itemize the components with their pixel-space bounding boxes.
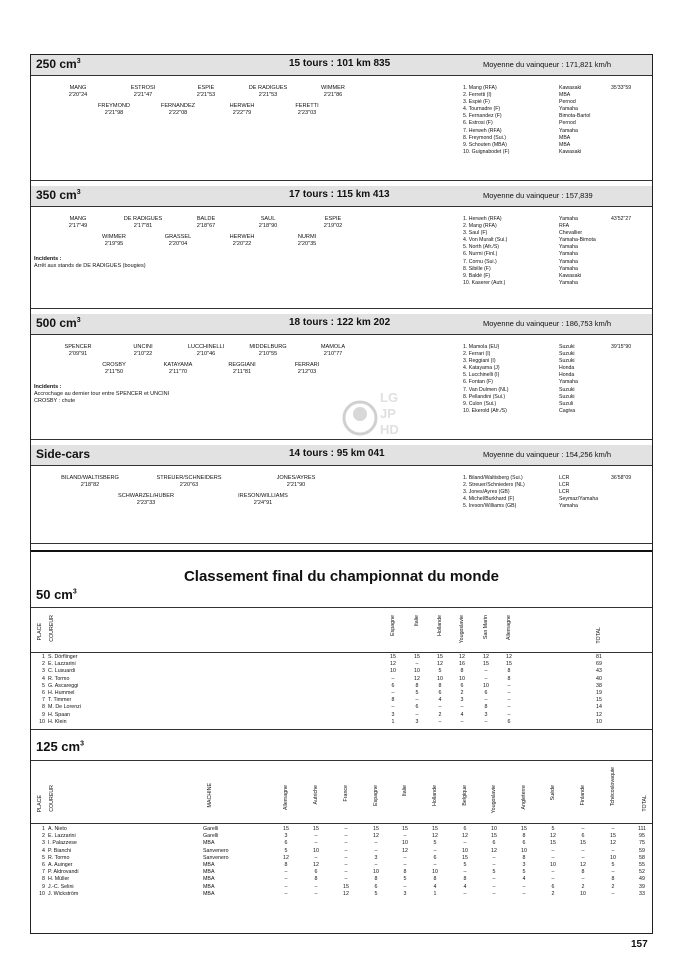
qualifying-rider: KATAYAMA 2'11"70 xyxy=(163,362,193,375)
col-rider: COUREUR xyxy=(49,615,55,642)
rule xyxy=(31,75,652,76)
col-country: Italie xyxy=(414,615,420,627)
page-frame xyxy=(30,54,653,934)
col-country: Hollande xyxy=(437,615,443,636)
standing-row: 9 H. Spaan 3 – 2 4 3 – 12 xyxy=(42,711,602,718)
col-total: TOTAL xyxy=(596,627,602,644)
rule xyxy=(31,180,652,181)
standing-row: 5 G. Ascareggi 6 8 8 6 10 – 38 xyxy=(42,682,602,689)
race-average: Moyenne du vainqueur : 157,839 xyxy=(483,191,593,200)
race-laps: 18 tours : 122 km 202 xyxy=(289,317,391,328)
col-country: France xyxy=(343,785,349,802)
page-number: 157 xyxy=(631,939,648,950)
qualifying-rider: WIMMER 2'21"86 xyxy=(321,85,345,98)
race-class: 500 $cm^3$ xyxy=(36,316,81,330)
col-country: Belgique xyxy=(462,785,468,806)
standing-row: 3 I. Palazzese MBA 6 – – – 10 5 – 6 6 15 15 12 75 xyxy=(42,840,645,847)
qualifying-rider: JONES/AYRES 2'21"90 xyxy=(276,475,316,488)
col-country: Autriche xyxy=(313,785,319,805)
race-average: Moyenne du vainqueur : 186,753 km/h xyxy=(483,319,612,328)
race-laps: 17 tours : 115 km 413 xyxy=(289,189,390,200)
race-header xyxy=(31,55,652,75)
incidents: Incidents : Arrêt aux stands de DE RADIGUES (bougies) xyxy=(34,256,146,269)
standing-row: 10 J. Wickström MBA – – 12 5 3 1 – – – 2 10 – 33 xyxy=(39,890,645,897)
standing-row: 1 S. Dörflinger 15 15 15 12 12 12 81 xyxy=(42,654,602,660)
col-country: Suède xyxy=(550,785,556,801)
qualifying-rider: MANG 2'20"24 xyxy=(68,85,88,98)
qualifying-rider: CROSBY 2'11"50 xyxy=(102,362,126,375)
race-header xyxy=(31,186,652,206)
col-country: San Marin xyxy=(483,615,489,640)
qualifying-rider: HERWEH 2'22"79 xyxy=(229,103,255,116)
qualifying-rider: MANG 2'17"49 xyxy=(68,216,88,229)
qualifying-rider: ESTROSI 2'21"47 xyxy=(130,85,156,98)
col-country: Finlande xyxy=(580,785,586,806)
rule xyxy=(31,543,652,544)
standing-row: 5 R. Tormo Sanvenero 12 – – 3 – 6 15 – 8 – – 10 58 xyxy=(42,854,645,861)
rule xyxy=(31,206,652,207)
col-place: PLACE xyxy=(37,795,43,813)
col-place: PLACE xyxy=(37,623,43,641)
col-country: Yougoslavie xyxy=(459,615,465,644)
standing-row: 7 P. Aldrovandi MBA – 6 – 10 8 10 – 5 5 – 8 – 52 xyxy=(42,869,645,876)
col-country: Espagne xyxy=(390,615,396,636)
qualifying-rider: WIMMER 2'19"95 xyxy=(102,234,126,247)
race-block: 250 $cm^3$ 15 tours : 101 km 835 Moyenne du vainqueur : 171,821 km/h MANG 2'20"24 ESTROSI 2'21"47 ESPIE 2'21"53 DE RADIGUES 2'21"53 WIMMER 2'21"86 FREYMOND 2'21"98 FERNANDEZ 2'22"08 HERWEH 2'22"79 FERETTI 2'23"03 1. Mang (RFA) Kawasaki 35'33"59 2. Ferretti (I) MBA 3. Espié (F) Pernod 4. Tournadre (F) Yamaha 5. Fernandez (F) Bimota-Bartol 6. Estrosi (F) Pernod 7. Herweh (RFA) Yamaha 8. Freymond (Sui.) MBA 9. Schouten (MBA) MBA 10. Guignabodet (F) Kawasaki xyxy=(31,55,652,180)
col-country: Allemagne xyxy=(283,785,289,811)
championship-title: Classement final du championnat du monde xyxy=(183,568,500,585)
col-country: Italie xyxy=(402,785,408,797)
qualifying-rider: BILAND/WALTISBERG 2'18"82 xyxy=(61,475,119,488)
class-50-title: 50 $cm^3$ xyxy=(36,587,77,602)
standing-row: 8 M. De Lorenzi – 6 – – 8 – 14 xyxy=(42,704,602,711)
qualifying-rider: HERWEH 2'20"22 xyxy=(229,234,255,247)
qualifying-rider: SCHWARZEL/HUBER 2'23"33 xyxy=(117,493,175,506)
col-rider: COUREUR xyxy=(49,785,55,812)
standing-row: 4 R. Tormo – 12 10 10 – 8 40 xyxy=(42,675,602,682)
rule xyxy=(31,334,652,335)
standing-row: 7 T. Timmer 8 – 4 3 – – 15 xyxy=(42,697,602,704)
col-country: Allemagne xyxy=(506,615,512,641)
class-125-title: 125 $cm^3$ xyxy=(36,739,84,754)
section-divider xyxy=(31,550,652,552)
qualifying-rider: REGGIANI 2'11"81 xyxy=(228,362,256,375)
standing-row: 6 A. Auinger MBA 8 12 – – – – 5 – 3 10 12 5 55 xyxy=(42,862,645,868)
qualifying-rider: SPENCER 2'09"91 xyxy=(64,344,92,357)
race-average: Moyenne du vainqueur : 171,821 km/h xyxy=(483,60,612,69)
standing-row: 2 E. Lazzarini Garelli 3 – – 12 – 12 12 15 8 12 6 15 95 xyxy=(42,833,645,840)
qualifying-rider: BALDE 2'18"67 xyxy=(196,216,216,229)
incidents: Incidents : Accrochage au dernier tour entre SPENCER et UNCINI CROSBY : chute xyxy=(34,384,170,404)
qualifying-rider: UNCINI 2'10"22 xyxy=(133,344,153,357)
svg-text:LG: LG xyxy=(380,390,399,405)
qualifying-rider: MAMOLA 2'10"77 xyxy=(320,344,346,357)
qualifying-rider: NURMI 2'20"35 xyxy=(297,234,317,247)
race-block: 350 $cm^3$ 17 tours : 115 km 413 Moyenne du vainqueur : 157,839 MANG 2'17"49 DE RADIGUES 2'17"81 BALDE 2'18"67 SAUL 2'18"90 ESPIE 2'19"02 WIMMER 2'19"95 GRASSEL 2'20"04 HERWEH 2'20"22 NURMI 2'20"35 Incidents : Arrêt aux stands de DE RADIGUES (bougies) 1. Herweh (RFA) Yamaha 43'52"27 2. Mang (RFA) RFA 3. Saul (F) Chevallier 4. Von Muralt (Sui.) Yamaha-Bimota 5. North (Afr./S) Yamaha 6. Nurmi (Finl.) Yamaha 7. Cornu (Sui.) Yamaha 8. Sibille (F) Yamaha 9. Baldé (F) Kawasaki 10. Kaserer (Autr.) Yamaha xyxy=(31,186,652,308)
qualifying-rider: IRESON/WILLIAMS 2'24"91 xyxy=(238,493,288,506)
standing-row: 3 C. Lusuardi 10 10 5 8 – 8 43 xyxy=(42,668,602,675)
col-machine: MACHINE xyxy=(207,783,213,808)
standing-row: 2 E. Lazzarini 12 – 12 16 15 15 69 xyxy=(42,661,602,668)
race-laps: 15 tours : 101 km 835 xyxy=(289,58,391,69)
qualifying-rider: STREUER/SCHNEIDERS 2'20"63 xyxy=(156,475,222,488)
standing-row: 10 H. Klein 1 3 – – – 6 10 xyxy=(39,718,602,725)
standing-row: 8 H. Müller MBA – 8 – 8 5 8 8 – 4 – – 8 49 xyxy=(42,876,645,883)
qualifying-rider: DE RADIGUES 2'21"53 xyxy=(248,85,288,98)
rule xyxy=(31,308,652,309)
qualifying-rider: SAUL 2'18"90 xyxy=(258,216,278,229)
col-total: TOTAL xyxy=(642,795,648,812)
standing-row: 4 P. Bianchi Sanvenero 5 10 – – 12 – 10 12 10 – – – 59 xyxy=(42,847,645,854)
standing-row: 1 A. Nieto Garelli 15 15 – 15 15 15 6 10 15 5 – – 111 xyxy=(42,826,647,832)
race-block: 500 $cm^3$ 18 tours : 122 km 202 Moyenne du vainqueur : 186,753 km/h SPENCER 2'09"91 UNCINI 2'10"22 LUCCHINELLI 2'10"46 MIDDELBURG 2'10"55 MAMOLA 2'10"77 CROSBY 2'11"50 KATAYAMA 2'11"70 REGGIANI 2'11"81 FERRARI 2'12"03 Incidents : Accrochage au dernier tour entre SPENCER et UNCINI CROSBY : chute 1. Mamola (EU) Suzuki 39'15"90 2. Ferrari (I) Suzuki 3. Reggiani (I) Suzuki 4. Katayama (J) Honda 5. Lucchinelli (I) Honda 6. Fontan (F) Yamaha 7. Van Dulmen (NL) Suzuki 8. Pellandini (Sui.) Suzuki 9. Culon (Sui.) Suzuli 10. Ekerold (Afr./S) Cagiva xyxy=(31,314,652,439)
qualifying-rider: DE RADIGUES 2'17"81 xyxy=(123,216,163,229)
watermark-logo xyxy=(338,380,418,450)
qualifying-rider: MIDDELBURG 2'10"55 xyxy=(249,344,287,357)
standing-row: 6 H. Hummel – 5 6 2 6 – 19 xyxy=(42,690,602,696)
qualifying-rider: ESPIE 2'21"53 xyxy=(196,85,216,98)
qualifying-rider: LUCCHINELLI 2'10"46 xyxy=(187,344,225,357)
rule xyxy=(31,465,652,466)
qualifying-rider: FREYMOND 2'21"98 xyxy=(97,103,130,116)
qualifying-rider: GRASSEL 2'20"04 xyxy=(164,234,192,247)
race-class: 350 $cm^3$ xyxy=(36,188,81,202)
col-country: Hollande xyxy=(432,785,438,806)
class-125-header xyxy=(31,760,652,824)
class-50-header xyxy=(31,607,652,653)
col-country: Espagne xyxy=(373,785,379,806)
race-header xyxy=(31,314,652,334)
race-laps: 14 tours : 95 km 041 xyxy=(289,448,385,459)
standing-row: 9 J.-C. Selini MBA – – 15 6 – 4 4 – – 6 2 2 39 xyxy=(42,883,645,890)
race-average: Moyenne du vainqueur : 154,256 km/h xyxy=(483,450,612,459)
qualifying-rider: FERRARI 2'12"03 xyxy=(294,362,320,375)
qualifying-rider: ESPIE 2'19"02 xyxy=(323,216,343,229)
col-country: Yougoslavie xyxy=(491,785,497,814)
rule xyxy=(31,729,652,730)
race-class: Side-cars xyxy=(36,447,91,461)
svg-text:JP: JP xyxy=(380,406,396,421)
svg-text:HD: HD xyxy=(380,422,399,437)
qualifying-rider: FERETTI 2'23"03 xyxy=(295,103,319,116)
col-country: Angleterre xyxy=(521,785,527,810)
qualifying-rider: FERNANDEZ 2'22"08 xyxy=(160,103,196,116)
col-country: Tchécoslovaquie xyxy=(610,767,616,807)
race-class: 250 $cm^3$ xyxy=(36,57,81,71)
race-block: Side-cars 14 tours : 95 km 041 Moyenne du vainqueur : 154,256 km/h BILAND/WALTISBERG 2'18"82 STREUER/SCHNEIDERS 2'20"63 JONES/AYRES 2'21"90 SCHWARZEL/HUBER 2'23"33 IRESON/WILLIAMS 2'24"91 1. Biland/Waltisberg (Sui.) LCR 36'58"09 2. Streuer/Schnieders (NL) LCR 3. Jones/Ayres (GB) LCR 4. Michel/Burkhard (F) Seymaz/Yamaha 5. Ireson/Williams (GB) Yamaha xyxy=(31,445,652,543)
